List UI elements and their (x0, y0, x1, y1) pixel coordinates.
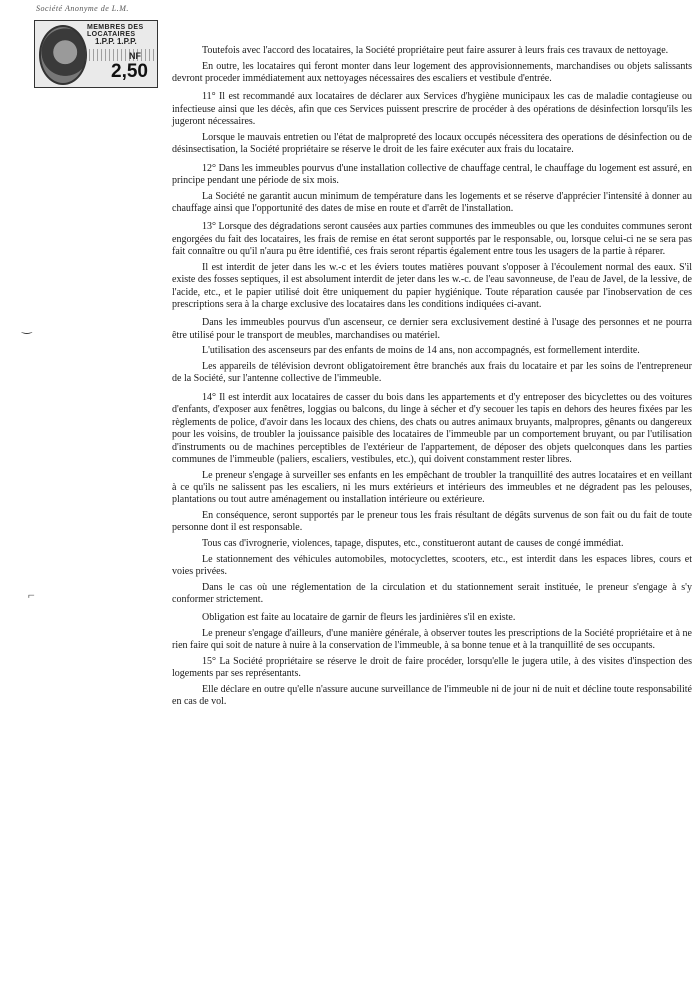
stamp-portrait-icon (39, 25, 87, 85)
paragraph: Lorsque le mauvais entretien ou l'état de malpropreté des locaux occupés nécessitera des operations de désinfection ou de désinsectisation, la Société propriétaire se réserve le droit de les faire exécuter aux frais du locataire. (172, 131, 692, 156)
paragraph: 15° La Société propriétaire se réserve le droit de faire procéder, lorsqu'elle le jugera utile, à des visites d'inspection des logements par ses représentants. (172, 655, 692, 680)
stamp-code: NF (129, 51, 141, 61)
paragraph: 11° Il est recommandé aux locataires de déclarer aux Services d'hygiène municipaux les cas de maladie contagieuse ou infectieuse ainsi que les décès, afin que ces Services puissent prescrire de procéder à des opérations de désinfection lorsqu'ils les jugeront nécessaires. (172, 91, 692, 128)
margin-tick-mark: ⌐ (28, 588, 35, 602)
paragraph: En outre, les locataires qui feront monter dans leur logement des approvisionnements, marchandises ou objets salissants devront proceder immédiatement aux nettoyages nécessaires des escaliers et vestibule d'entrée. (172, 60, 692, 84)
stamp-value: 2,50 (111, 61, 148, 82)
stamp-label-top: MEMBRES DES LOCATAIRES (87, 24, 144, 38)
paragraph: L'utilisation des ascenseurs par des enfants de moins de 14 ans, non accompagnés, est formellement interdite. (202, 345, 640, 357)
paragraph: Tous cas d'ivrognerie, violences, tapage, disputes, etc., constitueront autant de causes de congé immédiat. (202, 537, 624, 549)
paragraph: Le preneur s'engage à surveiller ses enfants en les empêchant de troubler la tranquillité des autres locataires et en veillant à ce qu'ils ne salissent pas les escaliers, ni les murs extérieurs et intérieurs des immeubles et ne dégradent pas les pelouses, plantations ou tout autre aménagement ou installation intérieure ou extérieure. (172, 469, 692, 506)
paragraph: 13° Lorsque des dégradations seront causées aux parties communes des immeubles ou que les conduites communes seront engorgées du fait des locataires, les frais de remise en état seront supportés par le responsable, ou, lorsque celui-ci ne se sera pas fait connaître ou qu'il n'aura pu être identifié, ces frais seront répartis également entre tous les usagers de la partie à réparer. (172, 221, 692, 258)
paragraph: Les appareils de télévision devront obligatoirement être branchés aux frais du locataire et par les soins de l'entrepreneur de la Société, sur l'antenne collective de l'immeuble. (172, 361, 692, 385)
paragraph: En conséquence, seront supportés par le preneur tous les frais résultant de dégâts survenus de son fait ou du fait de toute personne dont il est responsable. (172, 509, 692, 534)
paragraph: 12° Dans les immeubles pourvus d'une installation collective de chauffage central, le chauffage du logement est assuré, en principe pendant une période de six mois. (172, 162, 692, 187)
paragraph: La Société ne garantit aucun minimum de température dans les logements et se réserve d'apprécier l'intensité à donner au chauffage ainsi que l'opportunité des dates de mise en route et d'arrêt de l'installation. (172, 190, 692, 215)
paragraph: Toutefois avec l'accord des locataires, la Société propriétaire peut faire assurer à leurs frais ces travaux de nettoyage. (202, 45, 669, 56)
paragraph: 14° Il est interdit aux locataires de casser du bois dans les appartements et d'y entreposer des bicyclettes ou des voitures d'enfants, d'exposer aux fenêtres, loggias ou balcons, du linge à sécher et d'y secouer les tapis en dehors des heures fixées par les règlements de police, d'avoir dans les locaux des chiens, des chats ou autres animaux bruyants, malpropres, gênants ou dangereux pour les voisins, de troubler la jouissance paisible des locataires de l'immeuble par un comportement bruyant, ou par l'utilisation d'instruments ou de machines perceptibles de l'extérieur de l'appartement, de déposer des objets quelconques dans les parties communes de l'immeuble (paliers, escaliers, vestibules, etc.), qui doivent constamment rester libres. (172, 391, 692, 465)
stamp-label-mid: 1.P.P. 1.P.P. (95, 37, 137, 46)
paragraph: Le stationnement des véhicules automobiles, motocyclettes, scooters, etc., est interdit dans les espaces libres, cours et voies privées. (172, 553, 692, 577)
paragraph: Il est interdit de jeter dans les w.-c et les éviers toutes matières pouvant s'opposer à l'écoulement normal des eaux. S'il existe des fosses septiques, il est absolument interdit de jeter dans les w.-c. de l'eau savonneuse, de l'eau de Javel, de la lessive, de l'acide, etc., et le papier utilisé doit être uniquement du papier hygiénique. Toute réparation causée par l'inobservation de ces prescriptions sera à la charge exclusive des locataires dans les conditions indiquées ci-avant. (172, 261, 692, 311)
stamp-hatching (85, 49, 157, 61)
paragraph: Dans les immeubles pourvus d'un ascenseur, ce dernier sera exclusivement destiné à l'usage des personnes et ne pourra être utilisé pour le transport de meubles, marchandises ou matériel. (172, 317, 692, 341)
paragraph: Le preneur s'engage d'ailleurs, d'une manière générale, à observer toutes les prescriptions de la Société propriétaire et à ne rien faire qui soit de nature à nuire à la conservation de l'immeuble, à sa bonne tenue et à la tranquillité de ses occupants. (172, 627, 692, 652)
fiscal-stamp (34, 20, 158, 88)
header-annotation: Société Anonyme de L.M. (36, 4, 129, 13)
regulations-text (172, 45, 692, 712)
paragraph: Obligation est faite au locataire de garnir de fleurs les jardinières s'il en existe. (202, 612, 516, 624)
paragraph: Dans le cas où une réglementation de la circulation et du stationnement serait instituée, le preneur s'engage à s'y conformer strictement. (172, 581, 692, 605)
paragraph: Elle déclare en outre qu'elle n'assure aucune surveillance de l'immeuble ni de jour ni de nuit et décline toute responsabilité en cas de vol. (172, 683, 692, 708)
margin-dash-mark: ‿ (22, 320, 32, 334)
